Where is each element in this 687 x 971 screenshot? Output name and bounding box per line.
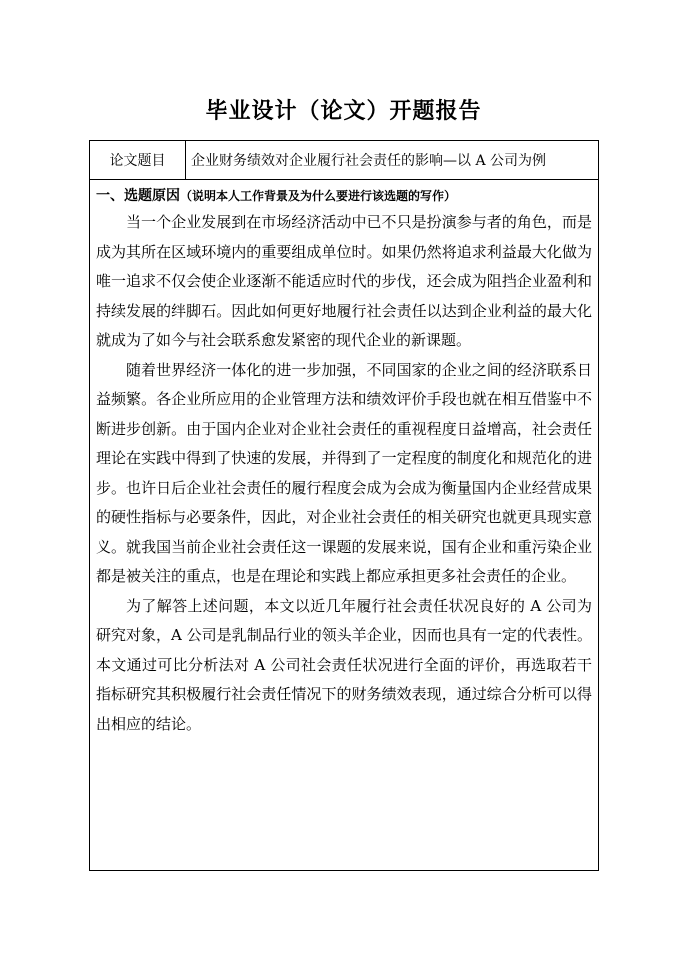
page-title: 毕业设计（论文）开题报告	[205, 99, 482, 124]
section-heading-text: 一、选题原因	[96, 188, 180, 204]
section-heading	[96, 186, 592, 206]
section-content	[96, 208, 592, 739]
proposal-table	[89, 140, 599, 871]
section-heading-note: （说明本人工作背景及为什么要进行该选题的写作）	[180, 189, 457, 203]
topic-row	[90, 141, 598, 180]
paragraph: 当一个企业发展到在市场经济活动中已不只是扮演参与者的角色，而是成为其所在区域环境内的重要组成单位时。如果仍然将追求利益最大化做为唯一追求不仅会使企业逐渐不能适应时代的步伐，还会成为阻挡企业盈利和持续发展的绊脚石。因此如何更好地履行社会责任以达到企业利益的最大化就成为了如今与社会联系愈发紧密的现代企业的新课题。	[96, 213, 592, 349]
paragraph: 随着世界经济一体化的进一步加强，不同国家的企业之间的经济联系日益频繁。各企业所应用的企业管理方法和绩效评价手段也就在相互借鉴中不断进步创新。由于国内企业对企业社会责任的重视程度日益增高，社会责任理论在实践中得到了快速的发展，并得到了一定程度的制度化和规范化的进步。也许日后企业社会责任的履行程度会成为会成为衡量国内企业经营成果的硬性指标与必要条件，因此，对企业社会责任的相关研究也就更具现实意义。就我国当前企业社会责任这一课题的发展来说，国有企业和重污染企业都是被关注的重点，也是在理论和实践上都应承担更多社会责任的企业。	[96, 360, 592, 585]
topic-value: 企业财务绩效对企业履行社会责任的影响—以 A 公司为例	[191, 153, 547, 169]
section-reason	[90, 180, 598, 739]
paragraph: 为了解答上述问题，本文以近几年履行社会责任状况良好的 A 公司为研究对象，A 公司是乳制品行业的领头羊企业，因而也具有一定的代表性。本文通过可比分析法对 A 公司社会责任状况进行全面的评价，再选取若干指标研究其积极履行社会责任情况下的财务绩效表现，通过综合分析可以得出相应的结论。	[96, 596, 592, 733]
topic-label: 论文题目	[90, 141, 186, 179]
